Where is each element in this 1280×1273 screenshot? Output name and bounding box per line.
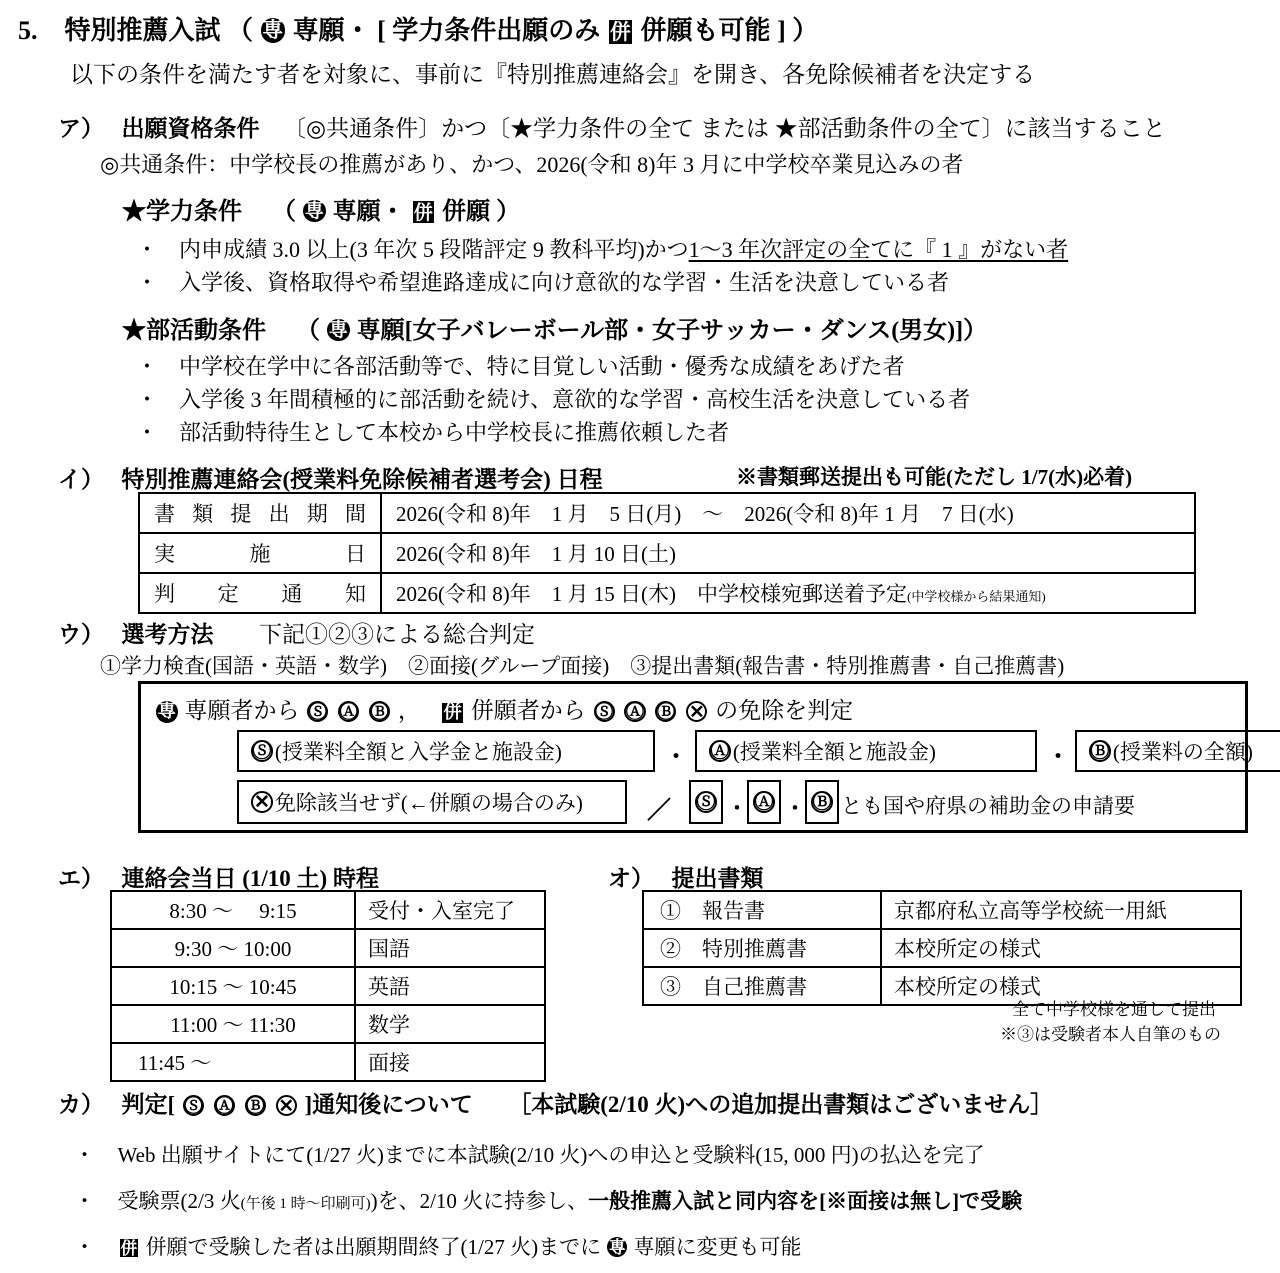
item-u-heading: 選考方法 xyxy=(121,622,214,647)
item-a-marker: ア） xyxy=(58,116,104,141)
schedule-value-1: 2026(令和 8)年 1 月 10 日(土) xyxy=(381,533,1195,573)
club-heading-label: ★部活動条件 xyxy=(122,318,266,344)
item-ka-marker: カ） xyxy=(58,1092,104,1117)
rank-x-icon: ✕ xyxy=(276,1095,297,1116)
heigan-badge-icon: 併 xyxy=(443,701,462,723)
table-row xyxy=(139,493,1195,533)
item-ka-line xyxy=(58,1086,1053,1119)
doc-no-0: ① 報告書 xyxy=(643,891,881,929)
schedule-value-2-sub: (中学校様から結果通知) xyxy=(906,589,1046,604)
list-item xyxy=(74,1185,1022,1215)
rank-a-icon: Ⓐ xyxy=(754,791,774,813)
item-ka-bullet-2-small: (午後 1 時～印刷可) xyxy=(240,1196,371,1212)
academic-paren-open: （ xyxy=(272,199,296,225)
heigan-badge-icon: 併 xyxy=(610,19,631,44)
club-condition-heading xyxy=(122,310,987,345)
club-paren-open: （ xyxy=(296,318,320,344)
list-item xyxy=(136,350,905,381)
day-subject-1: 国語 xyxy=(355,929,545,967)
item-e-marker: エ） xyxy=(58,866,104,891)
rank-b-icon: Ⓑ xyxy=(370,701,389,722)
bullet-dot-icon: ・ xyxy=(136,387,159,412)
item-i-line xyxy=(58,461,603,494)
doc-no-2: ③ 自己推薦書 xyxy=(643,967,881,1005)
item-ka-heading-post: ]通知後について xyxy=(304,1092,473,1117)
bracket-close: ] xyxy=(777,16,786,45)
bullet-dot-icon: ・ xyxy=(136,354,159,379)
documents-note-1: 全て中学校様を通して提出 xyxy=(1012,1000,1216,1019)
bullet-dot-icon: ・ xyxy=(74,1189,95,1213)
bullet-dot-icon: ・ xyxy=(74,1235,95,1259)
club-bullet-2: 入学後 3 年間積極的に部活動を続け、意欲的な学習・高校生活を決意している者 xyxy=(179,387,971,412)
subsidy-note-text: とも国や府県の補助金の申請要 xyxy=(841,794,1135,818)
bullet-dot-icon: ・ xyxy=(74,1143,95,1167)
sengan-badge-icon: 専 xyxy=(262,18,284,43)
rank-s-icon: Ⓢ xyxy=(696,791,716,813)
no-exemption-cell xyxy=(237,780,627,824)
item-o-line xyxy=(608,860,764,893)
list-item xyxy=(136,416,729,447)
rank-s-icon: Ⓢ xyxy=(252,740,272,762)
doc-form-0: 京都府私立高等学校統一用紙 xyxy=(881,891,1241,929)
item-o-heading: 提出書類 xyxy=(671,866,764,891)
item-i-heading: 特別推薦連絡会(授業料免除候補者選考会) 日程 xyxy=(121,467,603,492)
table-row xyxy=(139,533,1195,573)
item-ka-bullet-1: Web 出願サイトにて(1/27 火)までに本試験(2/10 火)への申込と受験料(15, 000 円)の払込を完了 xyxy=(117,1143,985,1167)
table-row xyxy=(139,573,1195,613)
day-timetable xyxy=(110,890,546,1082)
rank-b-icon: Ⓑ xyxy=(246,1095,265,1116)
academic-bullet-1-underlined: 1～3 年次評定の全てに『 1 』がない者 xyxy=(688,237,1069,262)
sengan-badge-icon: 専 xyxy=(608,1236,626,1257)
item-ka-note: ［本試験(2/10 火)への追加提出書類はございません］ xyxy=(508,1092,1054,1117)
club-bullet-1: 中学校在学中に各部活動等で、特に目覚しい活動・優秀な成績をあげた者 xyxy=(179,354,905,379)
slash-separator: ／ xyxy=(647,798,671,824)
rank-s-text: (授業料全額と入学金と施設金) xyxy=(274,740,562,764)
day-time-1: 9:30 ～ 10:00 xyxy=(111,929,355,967)
section-title: 特別推薦入試 xyxy=(64,16,221,45)
bullet-dot-icon: ・ xyxy=(136,420,159,445)
rank-x-icon: ✕ xyxy=(686,701,707,722)
rank-a-icon: Ⓐ xyxy=(710,740,730,762)
item-ka-bullet-2-pre: 受験票(2/3 火 xyxy=(117,1189,241,1213)
rank-b-icon: Ⓑ xyxy=(656,701,676,722)
doc-form-1: 本校所定の様式 xyxy=(881,929,1241,967)
bullet-dot-icon: ・ xyxy=(136,270,159,295)
item-ka-bullet-3-post: 専願に変更も可能 xyxy=(633,1235,802,1259)
academic-bullet-2-text: 入学後、資格取得や希望進路達成に向け意欲的な学習・生活を決意している者 xyxy=(179,270,950,295)
schedule-label-1: 実施日 xyxy=(139,533,381,573)
schedule-value-2-cell xyxy=(381,573,1195,613)
rank-s-icon: Ⓢ xyxy=(594,701,614,722)
rank-s-icon: Ⓢ xyxy=(308,701,327,722)
item-a-line xyxy=(58,110,1166,143)
day-subject-2: 英語 xyxy=(355,967,545,1005)
list-item xyxy=(74,1231,801,1261)
section-heading xyxy=(18,10,818,47)
bullet-dot-icon: ・ xyxy=(136,237,159,262)
subsidy-a-cell xyxy=(747,780,781,824)
heigan-badge-icon: 併 xyxy=(413,200,433,224)
heigan-badge-icon: 併 xyxy=(120,1237,138,1258)
list-item xyxy=(74,1139,985,1169)
schedule-table xyxy=(138,492,1196,614)
item-ka-bullet-2-mid: )を、2/10 火に持参し、 xyxy=(370,1189,589,1213)
rank-a-text: (授業料全額と施設金) xyxy=(732,740,936,764)
schedule-label-2: 判定通知 xyxy=(139,573,381,613)
table-row xyxy=(111,1005,545,1043)
bracket-open: [ xyxy=(377,16,386,45)
subsidy-s-cell xyxy=(689,780,723,824)
day-time-0: 8:30 ～ 9:15 xyxy=(111,891,355,929)
academic-sengan-label: 専願・ xyxy=(332,199,405,225)
table-row xyxy=(111,967,545,1005)
day-time-4: 11:45 ～ xyxy=(111,1043,355,1081)
day-time-2: 10:15 ～ 10:45 xyxy=(111,967,355,1005)
academic-bullet-1-text: 内申成績 3.0 以上(3 年次 5 段階評定 9 教科平均)かつ xyxy=(179,237,689,262)
criteria-heigan-text: 併願者から xyxy=(470,698,586,723)
day-subject-3: 数学 xyxy=(355,1005,545,1043)
sengan-badge-icon: 専 xyxy=(157,700,177,722)
rank-a-icon: Ⓐ xyxy=(215,1095,234,1116)
criteria-comma: ， xyxy=(397,698,421,723)
item-ka-bullet-2-bold: 一般推薦入試と同内容を[※面接は無し]で受験 xyxy=(588,1189,1023,1213)
criteria-tail-text: の免除を判定 xyxy=(715,698,854,723)
rank-a-icon: Ⓐ xyxy=(625,701,645,722)
list-item xyxy=(136,266,949,297)
section-lead-text: 以下の条件を満たす者を対象に、事前に『特別推薦連絡会』を開き、各免除候補者を決定する xyxy=(70,62,1036,87)
item-o-marker: オ） xyxy=(608,866,654,891)
item-ka-heading-pre: 判定[ xyxy=(121,1092,176,1117)
rank-separator: ・ xyxy=(727,798,747,820)
doc-no-1: ② 特別推薦書 xyxy=(643,929,881,967)
sengan-badge-icon: 専 xyxy=(304,199,324,223)
academic-heading-label: ★学力条件 xyxy=(122,199,242,225)
rank-separator: ・ xyxy=(1047,744,1070,769)
list-item xyxy=(136,383,970,414)
rank-cell-b xyxy=(1075,730,1280,772)
item-a-common-condition: ◎共通条件：中学校長の推薦があり、かつ、2026(令和 8)年 3 月に中学校卒業見込みの者 xyxy=(100,152,964,177)
documents-note-2: ※③は受験者本人自筆のもの xyxy=(1000,1025,1221,1044)
academic-condition-heading xyxy=(122,191,520,226)
gakuryoku-only-label: 学力条件出願のみ xyxy=(392,16,601,45)
item-ka-bullet-3-pre: 併願で受験した者は出願期間終了(1/27 火)までに xyxy=(145,1235,602,1259)
schedule-value-0: 2026(令和 8)年 1 月 5 日(月) ～ 2026(令和 8)年 1 月 7 日(水) xyxy=(381,493,1195,533)
schedule-value-2: 2026(令和 8)年 1 月 15 日(木) 中学校様宛郵送着予定 xyxy=(396,582,907,606)
item-e-heading: 連絡会当日 (1/10 土) 時程 xyxy=(121,866,379,891)
day-subject-4: 面接 xyxy=(355,1043,545,1081)
paren-close: ） xyxy=(792,16,819,45)
item-u-marker: ウ） xyxy=(58,622,104,647)
item-a-heading: 出願資格条件 xyxy=(121,116,260,141)
rank-b-icon: Ⓑ xyxy=(1090,740,1110,762)
paren-open: （ xyxy=(227,16,254,45)
club-bullet-3: 部活動特待生として本校から中学校長に推薦依頼した者 xyxy=(179,420,730,445)
day-subject-0: 受付・入室完了 xyxy=(355,891,545,929)
list-item xyxy=(136,233,1068,264)
item-i-marker: イ） xyxy=(58,467,104,492)
rank-x-icon: ✕ xyxy=(251,791,273,813)
no-exemption-text: 免除該当せず(←併願の場合のみ) xyxy=(274,791,583,815)
rank-separator: ・ xyxy=(785,798,805,820)
academic-heigan-label: 併願 xyxy=(442,199,491,225)
table-row xyxy=(111,929,545,967)
table-row xyxy=(111,1043,545,1081)
table-row xyxy=(643,891,1241,929)
rank-cell-s xyxy=(237,730,655,772)
rank-a-icon: Ⓐ xyxy=(339,701,358,722)
table-row xyxy=(643,929,1241,967)
rank-s-icon: Ⓢ xyxy=(184,1095,203,1116)
item-a-condition: 〔◎共通条件〕かつ〔★学力条件の全て または ★部活動条件の全て〕に該当すること xyxy=(283,116,1166,141)
documents-table xyxy=(642,890,1242,1006)
day-time-3: 11:00 ～ 11:30 xyxy=(111,1005,355,1043)
academic-paren-close: ） xyxy=(496,199,521,225)
rank-b-text: (授業料の全額) xyxy=(1112,740,1253,764)
sengan-badge-icon: 専 xyxy=(328,318,348,342)
subsidy-b-cell xyxy=(805,780,839,824)
heigan-ok-label: 併願も可能 xyxy=(640,16,771,45)
item-u-subheading: 下記①②③による総合判定 xyxy=(259,622,535,647)
rank-b-icon: Ⓑ xyxy=(812,791,832,813)
criteria-sengan-text: 専願者から xyxy=(184,698,300,723)
item-i-mail-note: ※書類郵送提出も可能(ただし 1/7(水)必着) xyxy=(736,465,1133,489)
table-row xyxy=(111,891,545,929)
item-u-line xyxy=(58,616,535,649)
doc-form-2: 本校所定の様式 xyxy=(881,967,1241,1005)
item-e-line xyxy=(58,860,379,893)
rank-cell-a xyxy=(695,730,1037,772)
section-number: 5. xyxy=(18,16,38,45)
item-u-detail: ①学力検査(国語・英語・数学) ②面接(グループ面接) ③提出書類(報告書・特別推薦書・自己推薦書) xyxy=(100,654,1065,678)
sengan-label: 専願・ xyxy=(292,16,371,45)
selection-criteria-box xyxy=(138,681,1253,833)
criteria-line-1 xyxy=(155,692,853,725)
club-sengan-label: 専願[女子バレーボール部・女子サッカー・ダンス(男女)]） xyxy=(356,318,988,344)
schedule-label-0: 書類提出期間 xyxy=(139,493,381,533)
rank-separator: ・ xyxy=(665,744,688,769)
